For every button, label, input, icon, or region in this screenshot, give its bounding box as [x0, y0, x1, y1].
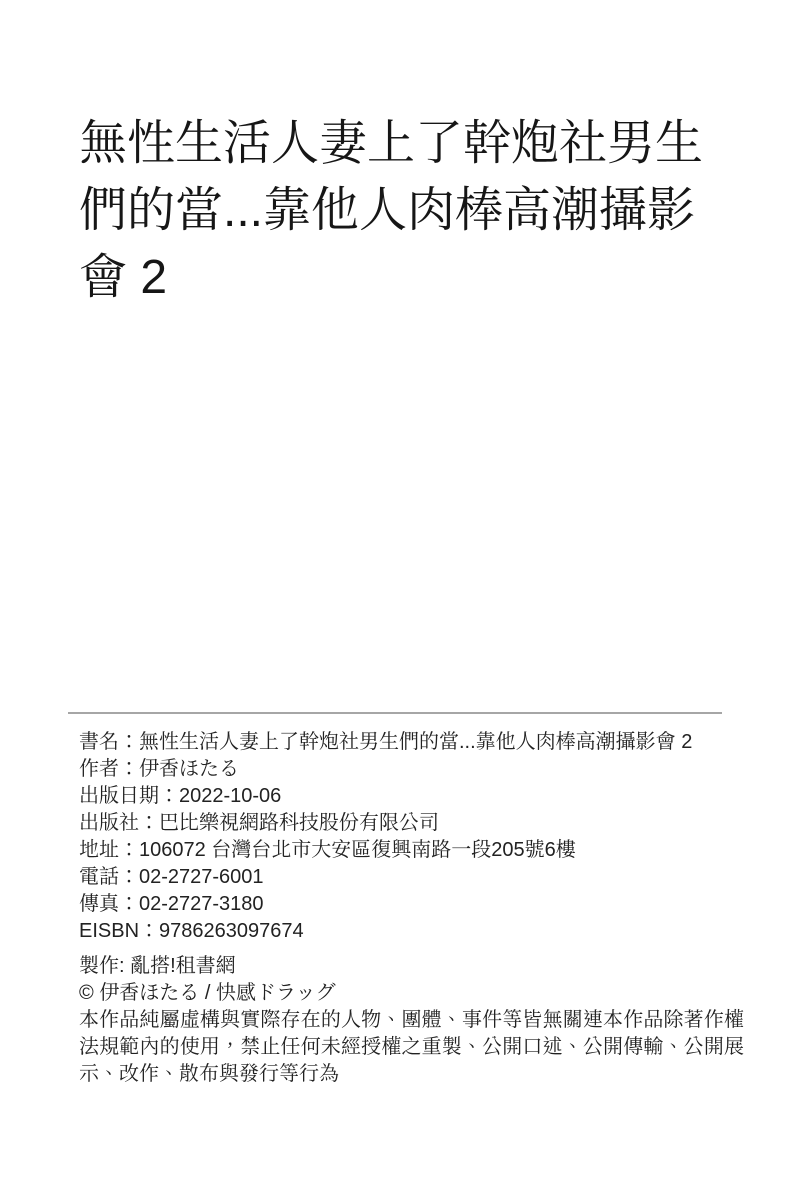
production-credit: 製作: 亂搭!租書網 — [79, 955, 236, 977]
field-label: 作者 — [79, 758, 119, 780]
field-value: 02-2727-3180 — [139, 893, 264, 915]
field-separator: ： — [119, 731, 139, 753]
field-row-phone — [79, 864, 744, 891]
field-row-eisbn — [79, 918, 744, 945]
field-row-publish-date — [79, 783, 744, 810]
legal-disclaimer: 本作品純屬虛構與實際存在的人物、團體、事件等皆無關連本作品除著作權法規範內的使用，禁止任何未經授權之重製、公開口述、公開傳輸、公開展示、改作、散布與發行等行為 — [79, 1009, 744, 1085]
field-separator: ： — [139, 812, 159, 834]
field-value: 9786263097674 — [159, 920, 304, 942]
colophon-metadata — [79, 729, 744, 1088]
field-value: 無性生活人妻上了幹炮社男生們的當...靠他人肉棒高潮攝影會 2 — [139, 731, 693, 753]
field-row-address — [79, 837, 744, 864]
field-row-book-name — [79, 729, 744, 756]
field-label: EISBN — [79, 920, 140, 942]
field-value: 02-2727-6001 — [139, 866, 264, 888]
horizontal-divider — [68, 712, 722, 714]
field-row-fax — [79, 891, 744, 918]
field-value: 2022-10-06 — [179, 785, 282, 807]
field-row-author — [79, 756, 744, 783]
field-value: 巴比樂視網路科技股份有限公司 — [159, 812, 439, 834]
field-label: 出版社 — [79, 812, 139, 834]
field-label: 傳真 — [79, 893, 119, 915]
field-value: 106072 台灣台北市大安區復興南路一段205號6樓 — [139, 839, 576, 861]
publication-fields — [79, 729, 744, 945]
field-label: 出版日期 — [79, 785, 159, 807]
field-separator: ： — [119, 893, 139, 915]
book-title-line: 會 2 — [79, 251, 168, 304]
field-value: 伊香ほたる — [139, 758, 239, 780]
book-title — [79, 110, 744, 311]
field-label: 書名 — [79, 731, 119, 753]
field-label: 電話 — [79, 866, 119, 888]
field-row-publisher — [79, 810, 744, 837]
field-separator: ： — [119, 839, 139, 861]
book-title-line: 無性生活人妻上了幹炮社男生 — [79, 117, 704, 170]
field-separator: ： — [159, 785, 179, 807]
field-separator: ： — [119, 866, 139, 888]
book-title-line: 們的當...靠他人肉棒高潮攝影 — [79, 184, 696, 237]
field-label: 地址 — [79, 839, 119, 861]
copyright-line: © 伊香ほたる / 快感ドラッグ — [79, 982, 336, 1004]
field-separator: ： — [139, 920, 160, 942]
field-separator: ： — [119, 758, 139, 780]
credits-block — [79, 953, 744, 1088]
